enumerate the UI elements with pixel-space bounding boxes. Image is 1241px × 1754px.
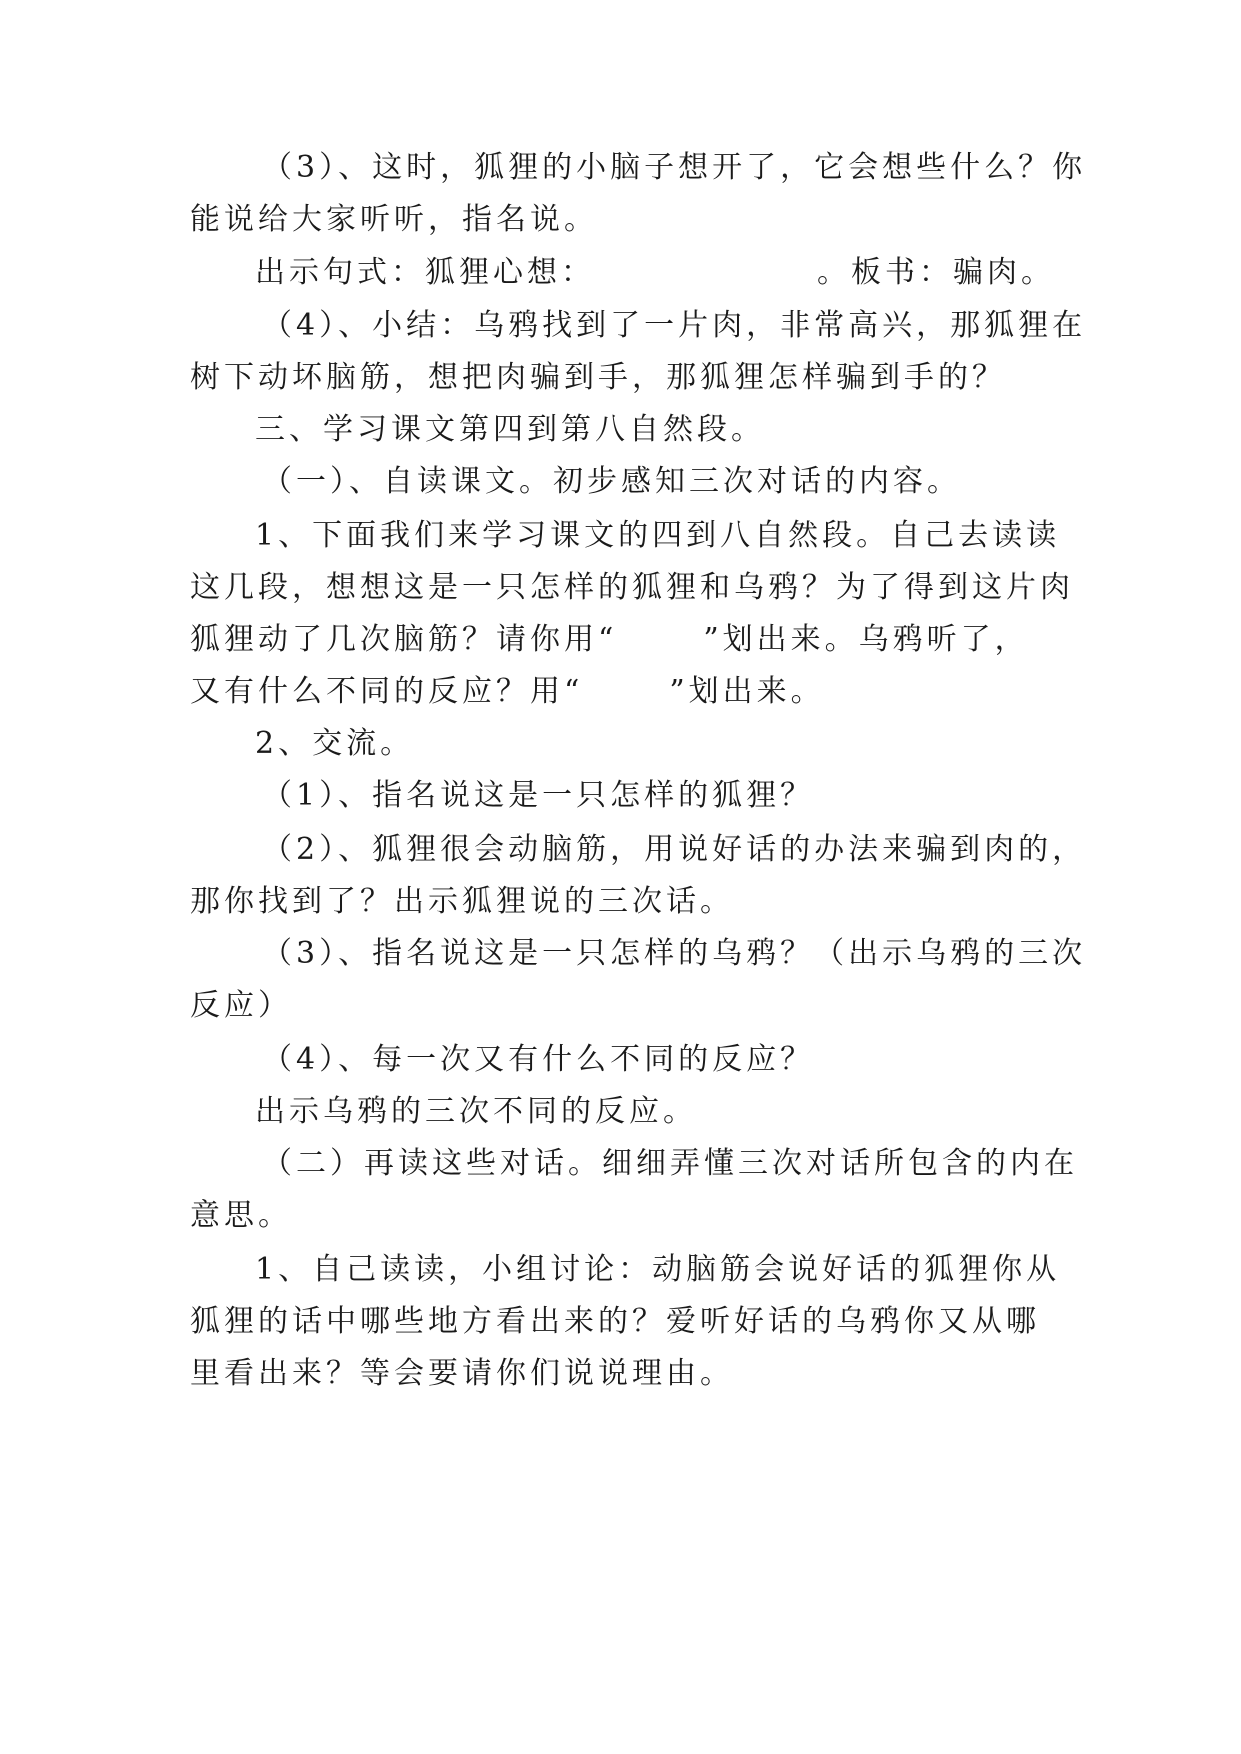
text-run: 又有什么不同的反应？用“ — [190, 674, 584, 709]
text-run: 2、交流。 — [255, 726, 415, 761]
text-line — [255, 1092, 1115, 1132]
text-line — [190, 882, 1050, 922]
text-run: ”划出来。 — [669, 674, 825, 709]
text-run: （2）、狐狸很会动脑筋，用说好话的办法来骗到肉的， — [262, 832, 1087, 867]
text-line — [190, 200, 1050, 240]
text-line — [255, 516, 1115, 556]
text-line — [262, 1040, 1122, 1080]
text-line — [262, 934, 1122, 974]
text-line — [190, 358, 1050, 398]
text-line — [190, 568, 1074, 608]
section-heading — [255, 410, 1115, 450]
text-line — [255, 253, 1115, 293]
text-line — [255, 1250, 1115, 1290]
text-run: 三、学习课文第四到第八自然段。 — [255, 412, 765, 447]
text-line — [190, 986, 1050, 1026]
text-line — [190, 1196, 1050, 1236]
text-run: （1）、指名说这是一只怎样的狐狸？ — [262, 778, 815, 813]
subsection-heading — [262, 1144, 1122, 1184]
text-run: （4）、小结：乌鸦找到了一片肉，非常高兴，那狐狸在 — [262, 308, 1087, 343]
text-line — [255, 724, 1115, 764]
text-run: （3）、指名说这是一只怎样的乌鸦？（出示乌鸦的三次 — [262, 936, 1087, 971]
text-line — [190, 672, 1050, 712]
text-line — [262, 776, 1122, 816]
text-line — [190, 620, 1050, 660]
text-run: 反应） — [190, 988, 292, 1023]
text-run: 狐狸的话中哪些地方看出来的？爱听好话的乌鸦你又从哪 — [190, 1304, 1040, 1339]
text-run: 那你找到了？出示狐狸说的三次话。 — [190, 884, 734, 919]
text-run: 出示句式：狐狸心想： — [255, 255, 595, 290]
text-run: 意思。 — [190, 1198, 292, 1233]
text-line — [262, 306, 1122, 346]
text-run: 树下动坏脑筋，想把肉骗到手，那狐狸怎样骗到手的？ — [190, 360, 1006, 395]
text-run: （二）再读这些对话。细细弄懂三次对话所包含的内在 — [262, 1146, 1078, 1181]
text-run: 能说给大家听听，指名说。 — [190, 202, 598, 237]
subsection-heading — [262, 462, 1122, 502]
text-line — [190, 1302, 1050, 1342]
text-run: 1、自己读读，小组讨论：动脑筋会说好话的狐狸你从 — [255, 1252, 1061, 1287]
text-run: ”划出来。乌鸦听了， — [703, 622, 1029, 657]
text-run: （3）、这时，狐狸的小脑子想开了，它会想些什么？你 — [262, 150, 1087, 185]
text-line — [262, 830, 1122, 870]
text-run: 。板书：骗肉。 — [817, 255, 1055, 290]
text-run: 1、下面我们来学习课文的四到八自然段。自己去读读 — [255, 518, 1061, 553]
text-run: （4）、每一次又有什么不同的反应？ — [262, 1042, 815, 1077]
text-run: 这几段，想想这是一只怎样的狐狸和乌鸦？为了得到这片肉 — [190, 570, 1074, 605]
text-line — [262, 148, 1122, 188]
text-run: （一）、自读课文。初步感知三次对话的内容。 — [262, 464, 961, 499]
text-run: 里看出来？等会要请你们说说理由。 — [190, 1356, 734, 1391]
text-run: 出示乌鸦的三次不同的反应。 — [255, 1094, 697, 1129]
text-line — [190, 1354, 1050, 1394]
text-run: 狐狸动了几次脑筋？请你用“ — [190, 622, 618, 657]
